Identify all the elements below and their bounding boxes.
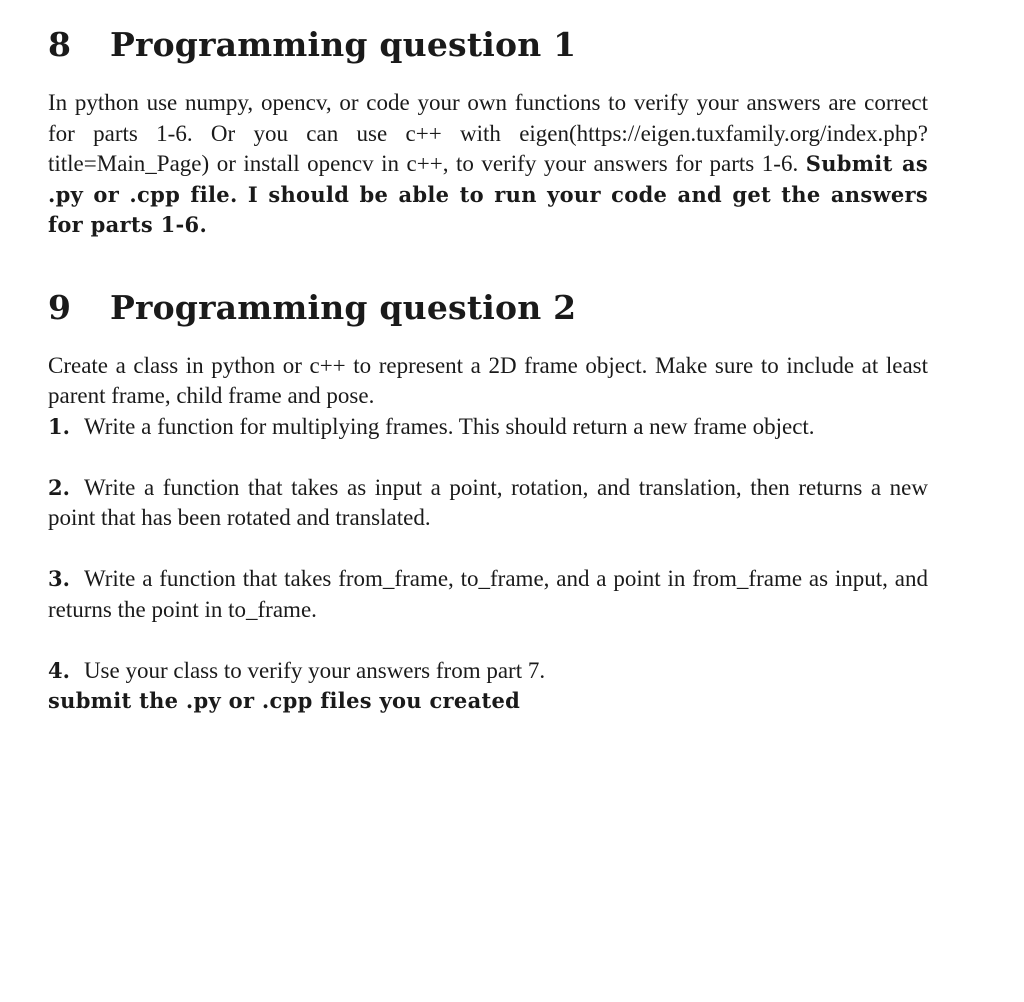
section-9-number: 9 [48, 287, 72, 327]
list-item-text: Use your class to verify your answers from part 7. [83, 657, 546, 683]
list-item [48, 564, 928, 625]
section-9-body [48, 351, 928, 717]
section-8-body [48, 88, 928, 241]
section-8-heading [48, 24, 928, 66]
section-9-intro: Create a class in python or c++ to represent a 2D frame object. Make sure to include at least parent frame, child frame and pose. [48, 352, 928, 408]
list-item [48, 412, 928, 443]
list-item-text: Write a function for multiplying frames. This should return a new frame object. [83, 413, 815, 439]
list-item-number: 1. [48, 413, 70, 439]
list-item-number: 2. [48, 474, 70, 500]
section-9-heading [48, 287, 928, 329]
section-8-title: Programming question 1 [110, 25, 577, 64]
list-item-number: 3. [48, 566, 70, 591]
section-8-submit-instruction: Submit as .py or .cpp file. I should be able to run your code and get the answers for parts 1-6. [48, 151, 928, 237]
list-item-text: Write a function that takes from_frame, to_frame, and a point in from_frame as input, and returns the point in to_frame. [48, 566, 928, 622]
section-9-closing-instruction: submit the .py or .cpp files you created [48, 688, 521, 713]
list-item-text: Write a function that takes as input a point, rotation, and translation, then returns a new point that has been rotated and translated. [48, 474, 928, 530]
list-item [48, 473, 928, 534]
list-item-number: 4. [48, 657, 70, 683]
list-item [48, 656, 928, 687]
section-8-number: 8 [48, 25, 72, 64]
section-8-body-text: In python use numpy, opencv, or code your own functions to verify your answers are correct for parts 1-6. Or you can use c++ with eigen(https://eigen.tuxfamily.org/index.php?title=Main_Page) or install opencv in c++, to verify your answers for parts 1-6. [48, 90, 928, 176]
section-9-title: Programming question 2 [110, 287, 577, 327]
